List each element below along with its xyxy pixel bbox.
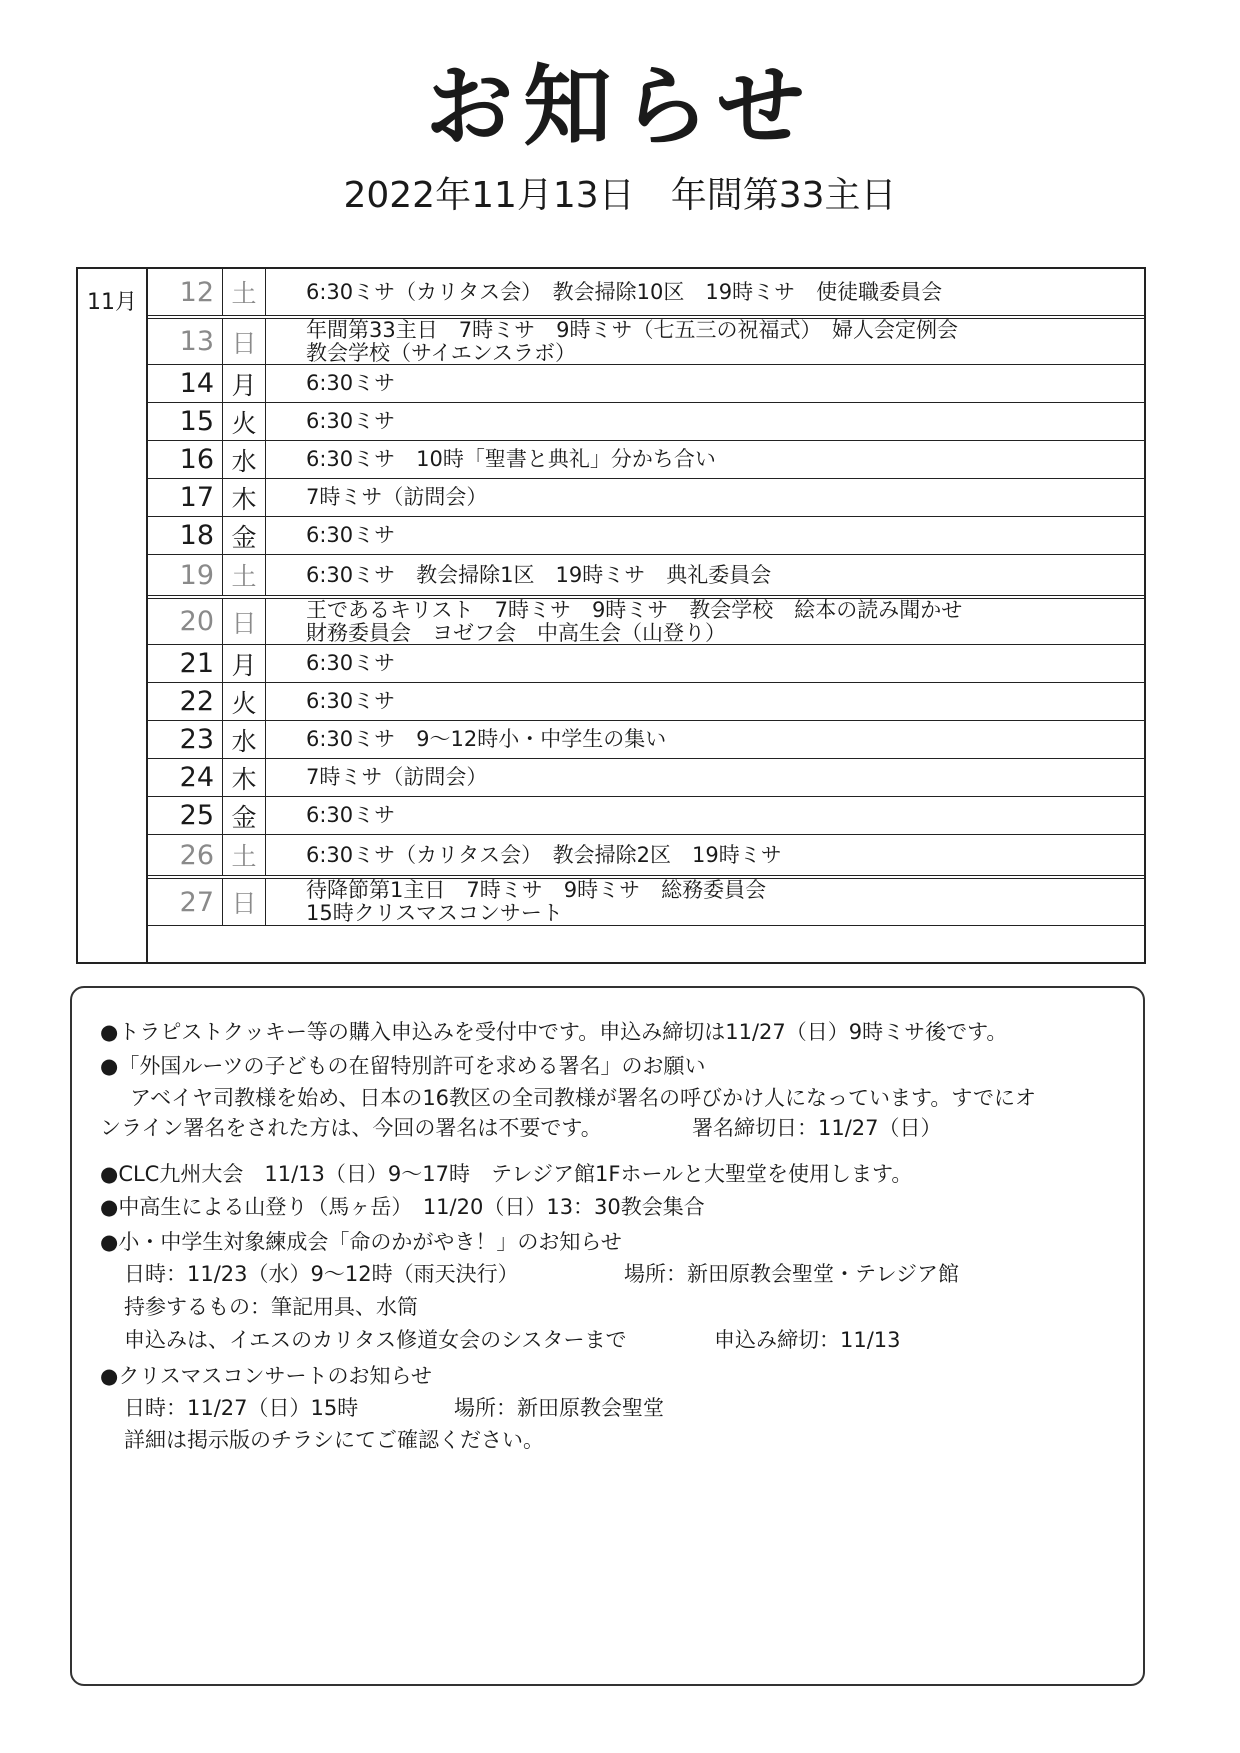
event-line: 6:30ミサ 9～12時小・中学生の集い bbox=[306, 727, 667, 751]
notice-mountain: ●中高生による山登り（馬ヶ岳） 11/20（日）13：30教会集合 bbox=[100, 1195, 705, 1219]
day-of-week: 日 bbox=[222, 319, 266, 364]
day-number: 16 bbox=[179, 444, 214, 475]
day-events bbox=[266, 410, 395, 433]
schedule-row bbox=[146, 555, 1144, 599]
day-number: 27 bbox=[179, 886, 214, 918]
day-of-week: 水 bbox=[222, 721, 266, 758]
schedule-table bbox=[76, 267, 1146, 964]
day-number: 12 bbox=[179, 276, 214, 308]
schedule-row bbox=[146, 269, 1144, 319]
day-events bbox=[266, 486, 487, 509]
event-line: 年間第33主日 7時ミサ 9時ミサ（七五三の祝福式） 婦人会定例会 bbox=[306, 317, 958, 342]
event-line: 15時クリスマスコンサート bbox=[306, 901, 563, 925]
event-line: 6:30ミサ bbox=[306, 371, 396, 395]
day-of-week: 木 bbox=[222, 479, 266, 516]
schedule-row bbox=[146, 721, 1144, 759]
notice-concert-date: 日時：11/27（日）15時 bbox=[124, 1396, 359, 1420]
event-line: 6:30ミサ 10時「聖書と典礼」分かち合い bbox=[306, 447, 716, 471]
day-of-week: 火 bbox=[222, 403, 266, 440]
notice-camp-deadline: 申込み締切：11/13 bbox=[714, 1328, 901, 1352]
day-of-week: 火 bbox=[222, 683, 266, 720]
notice-concert-detail: 詳細は掲示版のチラシにてご確認ください。 bbox=[124, 1428, 544, 1452]
day-number: 20 bbox=[179, 606, 214, 637]
day-events bbox=[266, 564, 771, 587]
day-number: 14 bbox=[179, 368, 214, 399]
day-of-week: 土 bbox=[222, 555, 266, 595]
day-number: 24 bbox=[179, 762, 214, 793]
notice-camp-title: ●小・中学生対象練成会「命のかがやき！」のお知らせ bbox=[100, 1230, 622, 1254]
notice-signature-deadline: 署名締切日：11/27（日） bbox=[692, 1116, 942, 1140]
notice-concert-place: 場所：新田原教会聖堂 bbox=[454, 1396, 664, 1420]
day-events bbox=[266, 690, 395, 713]
day-number: 26 bbox=[179, 839, 214, 871]
day-of-week: 月 bbox=[222, 645, 266, 682]
day-events bbox=[266, 319, 958, 365]
event-line: 6:30ミサ bbox=[306, 689, 396, 713]
schedule-row bbox=[146, 797, 1144, 835]
day-events bbox=[266, 448, 716, 471]
day-events bbox=[266, 372, 395, 395]
day-number: 13 bbox=[179, 326, 214, 357]
notice-signature-title: ●「外国ルーツの子どもの在留特別許可を求める署名」のお願い bbox=[100, 1054, 706, 1078]
event-line: 6:30ミサ（カリタス会） 教会掃除10区 19時ミサ 使徒職委員会 bbox=[306, 279, 943, 304]
notice-cookies: ●トラピストクッキー等の購入申込みを受付中です。申込み締切は11/27（日）9時ミサ後です。 bbox=[100, 1020, 1008, 1044]
event-line: 教会学校（サイエンスラボ） bbox=[306, 340, 577, 365]
day-of-week: 月 bbox=[222, 365, 266, 402]
event-line: 待降節第1主日 7時ミサ 9時ミサ 総務委員会 bbox=[306, 878, 767, 902]
schedule-row bbox=[146, 599, 1144, 645]
event-line: 6:30ミサ（カリタス会） 教会掃除2区 19時ミサ bbox=[306, 842, 782, 867]
day-number: 17 bbox=[179, 482, 214, 513]
day-number: 25 bbox=[179, 800, 214, 831]
day-number: 21 bbox=[179, 648, 214, 679]
event-line: 6:30ミサ 教会掃除1区 19時ミサ 典礼委員会 bbox=[306, 562, 772, 587]
notice-camp-items: 持参するもの：筆記用具、水筒 bbox=[124, 1295, 418, 1319]
notice-signature-body: ンライン署名をされた方は、今回の署名は不要です。 bbox=[100, 1116, 602, 1140]
day-events bbox=[266, 766, 487, 789]
event-line: 財務委員会 ヨゼフ会 中高生会（山登り） bbox=[306, 620, 726, 645]
notices-box bbox=[70, 986, 1145, 1686]
event-line: 6:30ミサ bbox=[306, 651, 396, 675]
day-number: 15 bbox=[179, 406, 214, 437]
day-of-week: 土 bbox=[222, 269, 266, 315]
page-subtitle: 2022年11月13日 年間第33主日 bbox=[343, 175, 897, 216]
day-number: 18 bbox=[179, 520, 214, 551]
day-events bbox=[266, 652, 395, 675]
day-events bbox=[266, 281, 942, 304]
schedule-row bbox=[146, 365, 1144, 403]
day-of-week: 水 bbox=[222, 441, 266, 478]
day-events bbox=[266, 879, 766, 925]
notice-concert-title: ●クリスマスコンサートのお知らせ bbox=[100, 1364, 432, 1388]
day-number: 19 bbox=[179, 559, 214, 591]
notice-signature-body: アベイヤ司教様を始め、日本の16教区の全司教様が署名の呼びかけ人になっています。すでにオ bbox=[130, 1086, 1036, 1110]
schedule-row bbox=[146, 879, 1144, 926]
schedule-row bbox=[146, 403, 1144, 441]
day-events bbox=[266, 728, 666, 751]
day-events bbox=[266, 804, 395, 827]
day-number: 23 bbox=[179, 724, 214, 755]
schedule-row bbox=[146, 759, 1144, 797]
notice-camp-date: 日時：11/23（水）9～12時（雨天決行） bbox=[124, 1262, 519, 1286]
schedule-row bbox=[146, 479, 1144, 517]
notice-clc: ●CLC九州大会 11/13（日）9～17時 テレジア館1Fホールと大聖堂を使用します。 bbox=[100, 1162, 913, 1186]
day-events bbox=[266, 524, 395, 547]
schedule-row bbox=[146, 645, 1144, 683]
day-events bbox=[266, 599, 962, 645]
day-of-week: 土 bbox=[222, 835, 266, 875]
day-of-week: 日 bbox=[222, 879, 266, 925]
schedule-row bbox=[146, 517, 1144, 555]
day-of-week: 日 bbox=[222, 599, 266, 644]
day-of-week: 木 bbox=[222, 759, 266, 796]
schedule-row bbox=[146, 441, 1144, 479]
event-line: 6:30ミサ bbox=[306, 803, 396, 827]
day-events bbox=[266, 844, 782, 867]
schedule-row bbox=[146, 683, 1144, 721]
day-of-week: 金 bbox=[222, 797, 266, 834]
schedule-row bbox=[146, 835, 1144, 879]
day-of-week: 金 bbox=[222, 517, 266, 554]
event-line: 6:30ミサ bbox=[306, 523, 396, 547]
day-number: 22 bbox=[179, 686, 214, 717]
event-line: 7時ミサ（訪問会） bbox=[306, 485, 488, 509]
event-line: 6:30ミサ bbox=[306, 409, 396, 433]
page-title: お知らせ bbox=[425, 55, 815, 158]
notice-camp-apply: 申込みは、イエスのカリタス修道女会のシスターまで bbox=[124, 1328, 627, 1352]
month-label: 11月 bbox=[78, 269, 148, 962]
schedule-row bbox=[146, 319, 1144, 365]
notice-camp-place: 場所：新田原教会聖堂・テレジア館 bbox=[624, 1262, 960, 1286]
event-line: 7時ミサ（訪問会） bbox=[306, 765, 488, 789]
event-line: 王であるキリスト 7時ミサ 9時ミサ 教会学校 絵本の読み聞かせ bbox=[306, 597, 963, 622]
